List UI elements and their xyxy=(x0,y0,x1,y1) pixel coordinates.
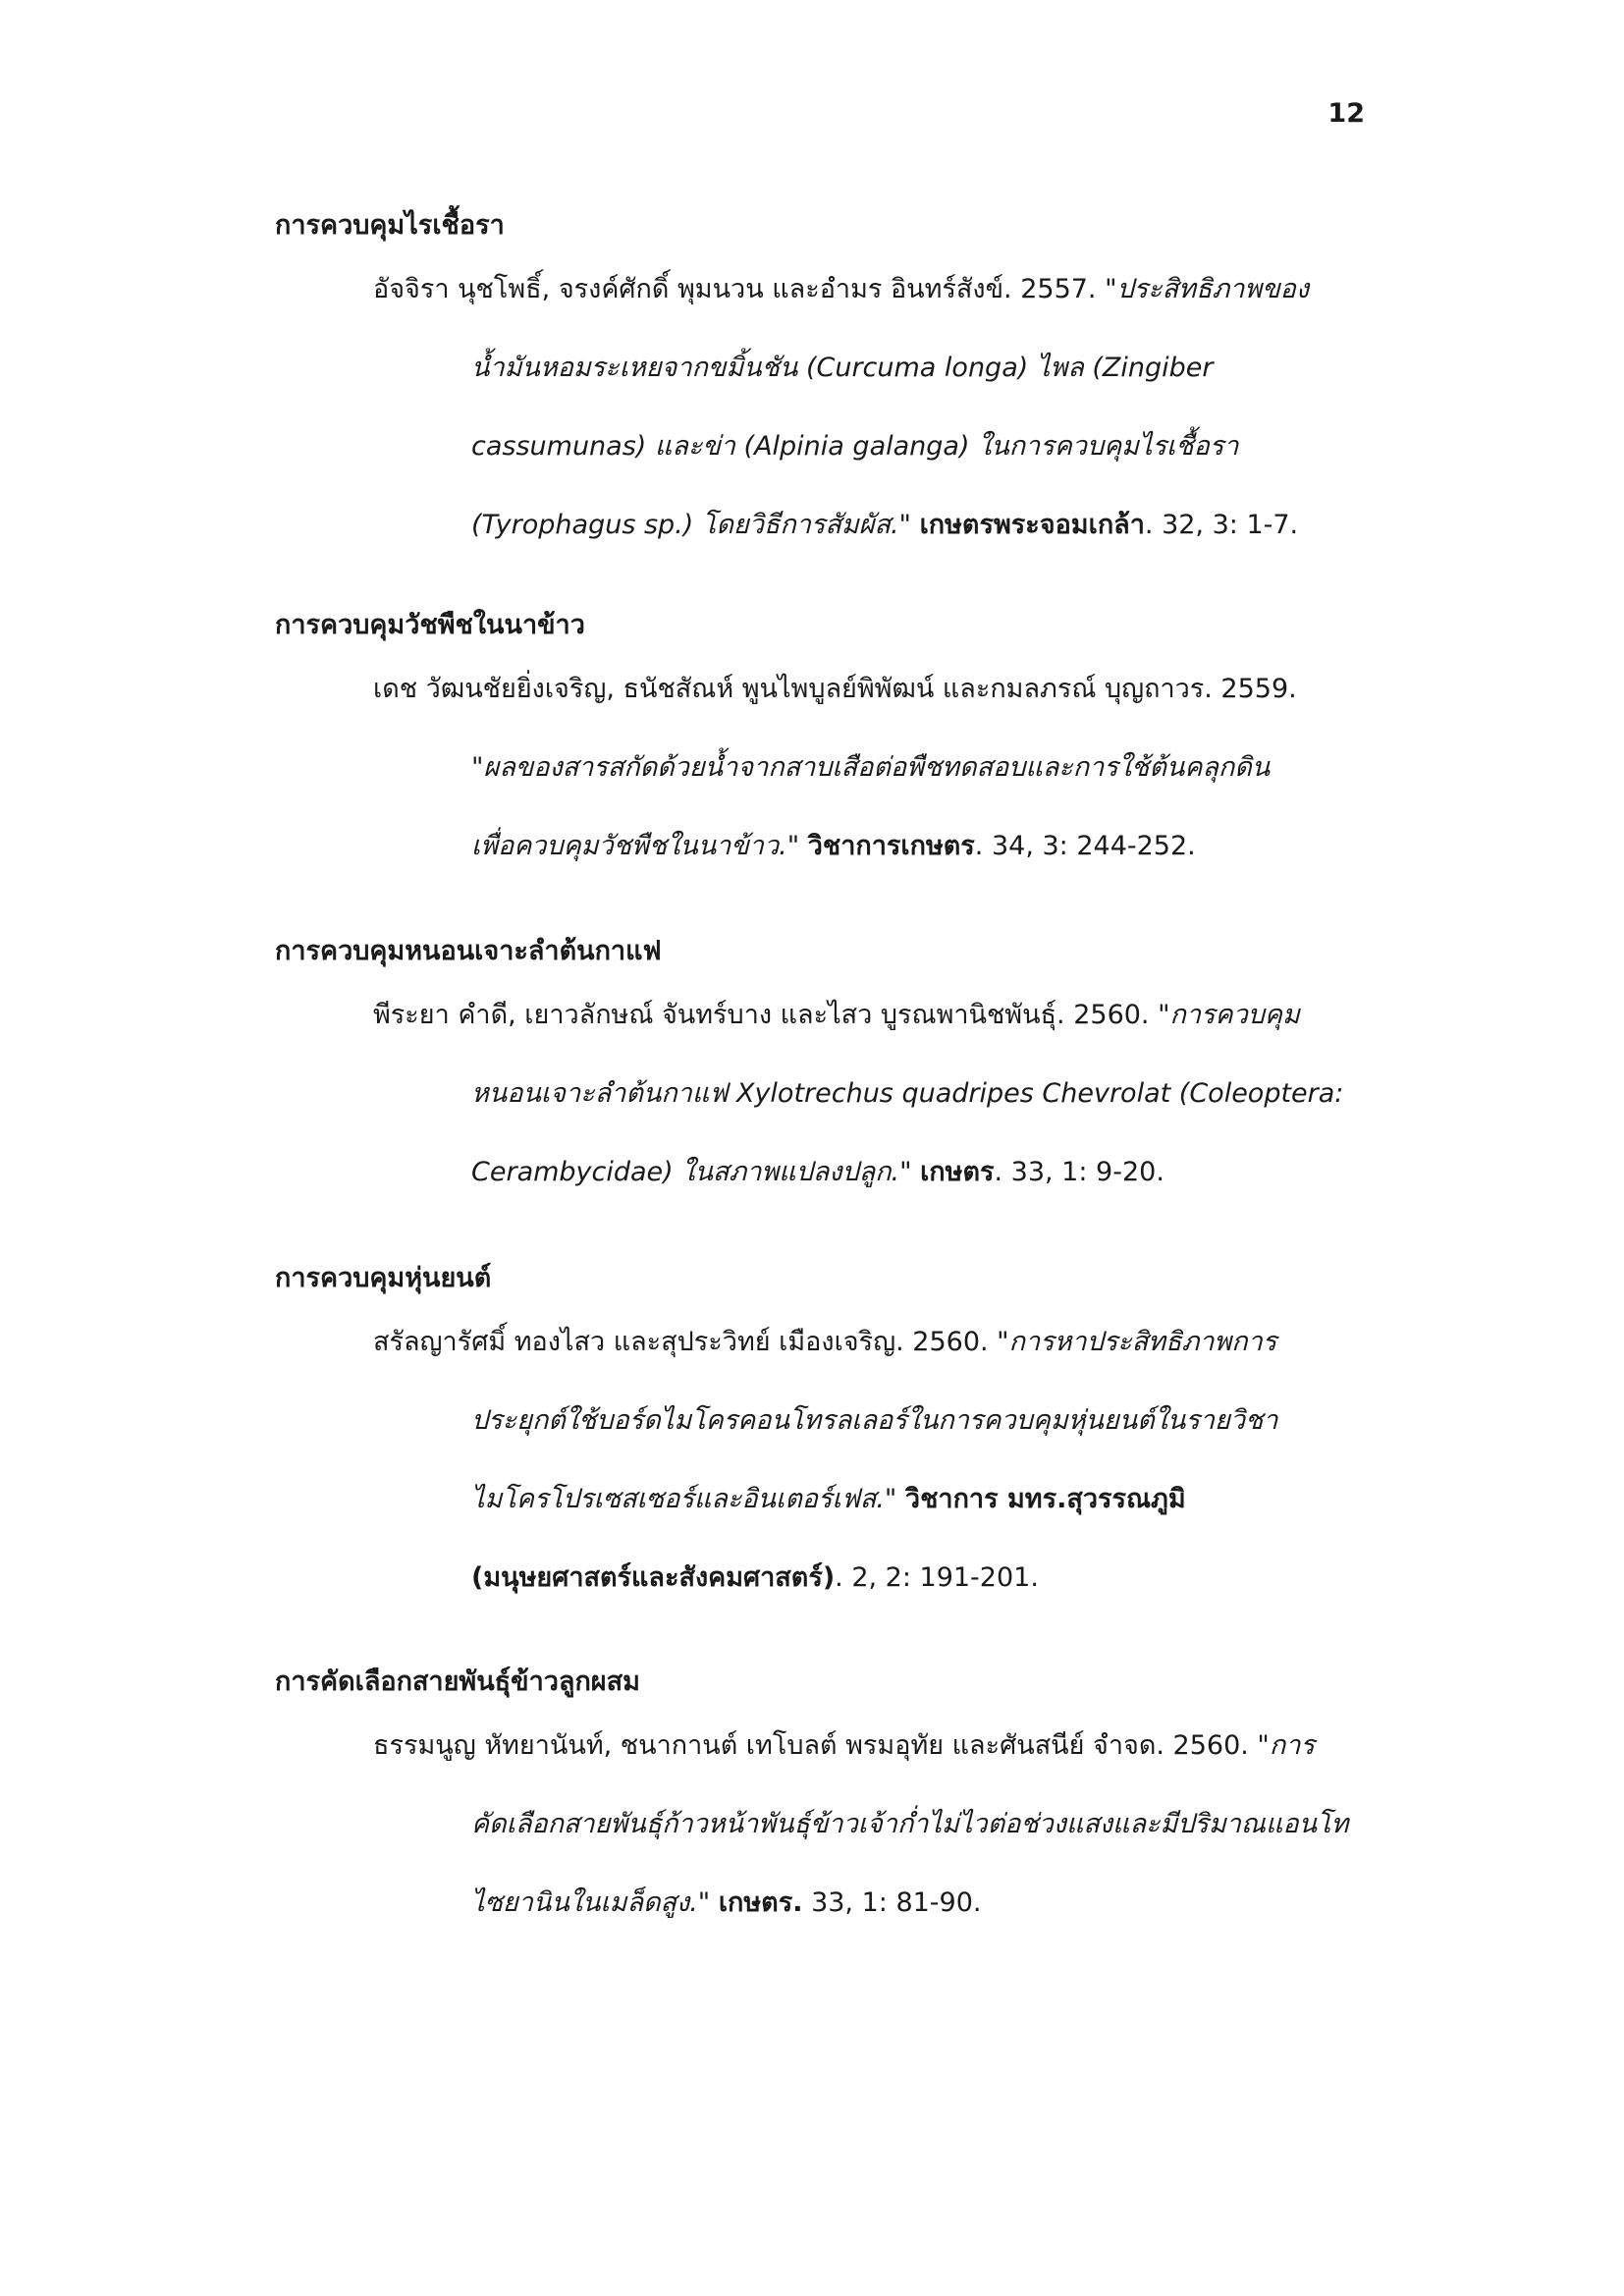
section-heading: การควบคุมหนอนเจาะลำต้นกาแฟ xyxy=(275,936,662,966)
reference-volume: . 2, 2: 191-201. xyxy=(835,1562,1039,1593)
reference-title: การหาประสิทธิภาพการ xyxy=(1008,1327,1277,1357)
reference-line xyxy=(275,1303,1365,1382)
reference-quote: " xyxy=(899,1157,921,1187)
reference-line xyxy=(275,807,1365,886)
section-heading: การควบคุมไรเชื้อรา xyxy=(275,210,505,241)
reference-journal: วิชาการเกษตร xyxy=(807,831,975,861)
reference-quote: " xyxy=(697,1887,719,1918)
reference-title: Cerambycidae) ในสภาพแปลงปลูก. xyxy=(471,1157,900,1187)
reference-line xyxy=(275,976,1365,1055)
reference-line xyxy=(275,486,1365,565)
reference-line xyxy=(275,1707,1365,1785)
section-heading: การคัดเลือกสายพันธุ์ข้าวลูกผสม xyxy=(275,1667,640,1697)
reference-authors: ธรรมนูญ หัทยานันท์, ชนากานต์ เทโบลต์ พรมอุทัย และศันสนีย์ จำจด. 2560. " xyxy=(373,1730,1270,1761)
section-mite-control xyxy=(275,201,1365,565)
reference-line xyxy=(275,1460,1365,1539)
reference-entry xyxy=(275,1707,1365,1942)
reference-authors: เดช วัฒนชัยยิ่งเจริญ, ธนัชสัณห์ พูนไพบูลย์พิพัฒน์ และกมลภรณ์ บุญถาวร. 2559. xyxy=(373,674,1297,704)
reference-quote: " xyxy=(884,1484,905,1514)
reference-title: (Tyrophagus sp.) โดยวิธีการสัมผัส. xyxy=(471,510,899,540)
reference-title: ไมโครโปรเซสเซอร์และอินเตอร์เฟส. xyxy=(471,1484,885,1514)
reference-authors: อัจจิรา นุชโพธิ์, จรงค์ศักดิ์ พุมนวน และอำมร อินทร์สังข์. 2557. " xyxy=(373,274,1117,304)
reference-volume: . 33, 1: 9-20. xyxy=(994,1157,1164,1187)
reference-journal: เกษตร xyxy=(920,1157,995,1187)
reference-entry xyxy=(275,976,1365,1212)
section-weed-control xyxy=(275,601,1365,886)
reference-line xyxy=(275,1133,1365,1212)
reference-authors: สรัลญารัศมิ์ ทองไสว และสุประวิทย์ เมืองเจริญ. 2560. " xyxy=(373,1327,1009,1357)
reference-title: การควบคุม xyxy=(1169,1000,1300,1030)
reference-volume: 33, 1: 81-90. xyxy=(802,1887,982,1918)
reference-quote: " xyxy=(786,831,808,861)
reference-line xyxy=(275,250,1365,329)
reference-title: หนอนเจาะลำต้นกาแฟ Xylotrechus quadripes Chevrolat (Coleoptera: xyxy=(471,1078,1344,1109)
reference-title: เพื่อควบคุมวัชพืชในนาข้าว. xyxy=(471,831,787,861)
reference-journal: (มนุษยศาสตร์และสังคมศาสตร์) xyxy=(471,1562,836,1593)
reference-journal: เกษตร. xyxy=(718,1887,803,1918)
reference-title: น้ำมันหอมระเหยจากขมิ้นชัน (Curcuma longa) ไพล (Zingiber xyxy=(471,353,1214,383)
reference-entry xyxy=(275,250,1365,565)
section-hybrid-rice-selection xyxy=(275,1658,1365,1942)
section-heading: การควบคุมหุ่นยนต์ xyxy=(275,1263,492,1293)
reference-line xyxy=(275,1864,1365,1942)
reference-authors: พีระยา คำดี, เยาวลักษณ์ จันทร์บาง และไสว บูรณพานิชพันธุ์. 2560. " xyxy=(373,1000,1170,1030)
reference-journal: เกษตรพระจอมเกล้า xyxy=(919,510,1145,540)
reference-volume: . 34, 3: 244-252. xyxy=(974,831,1196,861)
reference-journal: วิชาการ มทร.สุวรรณภูมิ xyxy=(904,1484,1186,1514)
section-robot-control xyxy=(275,1254,1365,1617)
reference-quote: " xyxy=(471,752,484,783)
reference-volume: . 32, 3: 1-7. xyxy=(1144,510,1299,540)
section-heading: การควบคุมวัชพืชในนาข้าว xyxy=(275,610,585,640)
reference-line xyxy=(275,1539,1365,1617)
reference-title: การ xyxy=(1269,1730,1315,1761)
reference-title: ไซยานินในเมล็ดสูง. xyxy=(471,1887,698,1918)
section-coffee-borer-control xyxy=(275,927,1365,1212)
reference-entry xyxy=(275,650,1365,886)
reference-entry xyxy=(275,1303,1365,1617)
reference-title: ประยุกต์ใช้บอร์ดไมโครคอนโทรลเลอร์ในการควบคุมหุ่นยนต์ในรายวิชา xyxy=(471,1405,1278,1436)
reference-title: ประสิทธิภาพของ xyxy=(1116,274,1310,304)
reference-quote: " xyxy=(898,510,920,540)
page-number: 12 xyxy=(1327,98,1365,129)
reference-title: คัดเลือกสายพันธุ์ก้าวหน้าพันธุ์ข้าวเจ้าก่ำไม่ไวต่อช่วงแสงและมีปริมาณแอนโท xyxy=(471,1809,1349,1839)
reference-title: ผลของสารสกัดด้วยน้ำจากสาบเสือต่อพืชทดสอบและการใช้ต้นคลุกดิน xyxy=(483,752,1271,783)
reference-title: cassumunas) และข่า (Alpinia galanga) ในการควบคุมไรเชื้อรา xyxy=(471,431,1239,462)
reference-line xyxy=(275,729,1365,807)
